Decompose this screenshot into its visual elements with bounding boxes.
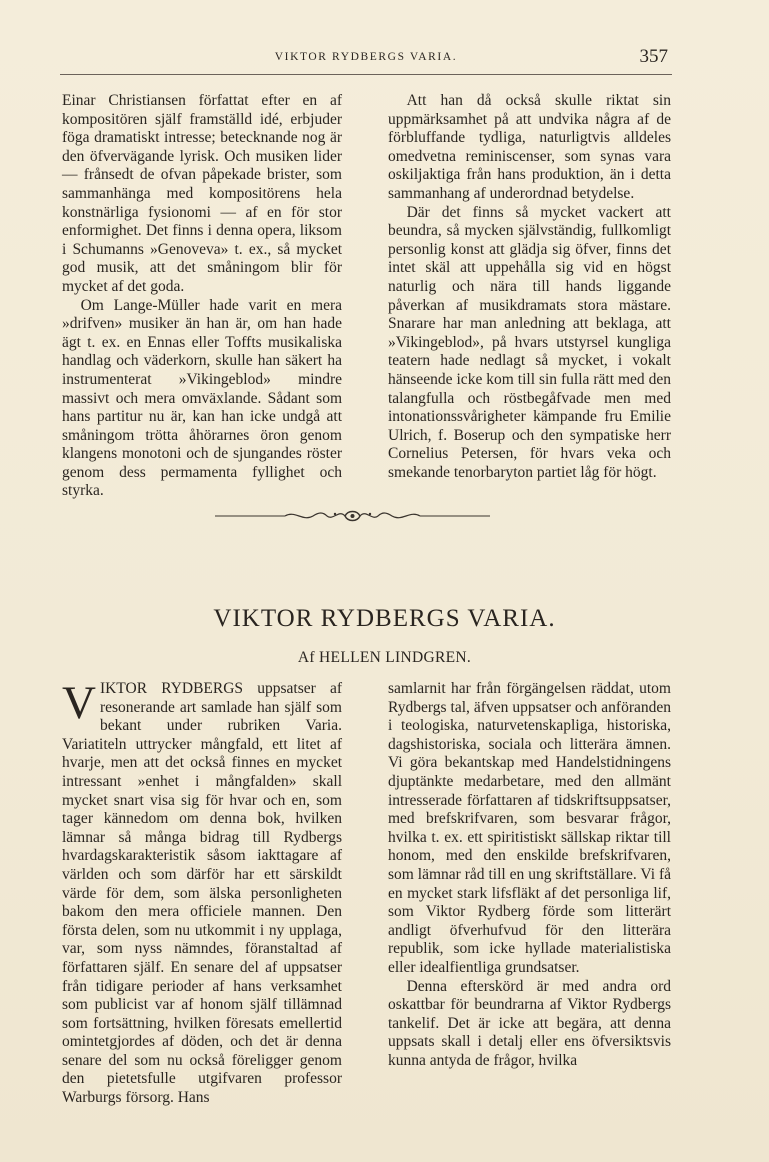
article-title: VIKTOR RYDBERGS VARIA. bbox=[213, 605, 556, 632]
paragraph bbox=[62, 677, 342, 1108]
column-bottom-right bbox=[388, 680, 671, 1070]
drop-cap: V bbox=[62, 677, 96, 729]
paragraph: Einar Christiansen författat efter en af kompositören själf framställd idé, erbjuder föga dramatiskt intresse; betecknande nog är den öfvervägande lyrisk. Och musiken lider — frånsedt de ofvan påpekade brister, som sammanhänga med kompositörens hela konstnärliga fysionomi — af en för stor enformighet. Det finns i denna opera, liksom i Schumanns »Genoveva» t. ex., så mycket god musik, att det småningom blir för mycket af det goda. bbox=[62, 92, 342, 295]
column-bottom-left bbox=[62, 677, 342, 1108]
running-title: VIKTOR RYDBERGS VARIA. bbox=[274, 51, 458, 63]
paragraph: Denna efterskörd är med andra ord oskattbar för beundrarna af Viktor Rydbergs tankelif. Det är icke att begära, att denna uppsats skall i detalj eller ens öfversiktsvis kunna antyda de frågor, hvilka bbox=[388, 977, 671, 1069]
column-top-right bbox=[388, 92, 671, 482]
running-header bbox=[60, 42, 672, 75]
paragraph: Där det finns så mycket vackert att beundra, så mycken självständig, fullkomligt personlig konst att glädja sig öfver, finns det intet skäl att uppehålla sig vid en högst naturlig och nära till hands liggande påverkan af musikdramats stora mästare. Snarare har man anledning att beklaga, att »Vikingeblod», på hvars utstyrsel kungliga teatern hade nedlagt så mycket, i vokalt hänseende icke kom till sin fulla rätt med den talangfulla och röstbegåfvade men med intonationssvårigheter kämpande fru Emilie Ulrich, f. Boserup och den sympatiske herr Cornelius Petersen, för hvars veka och smekande tenorbaryton partiet låg för högt. bbox=[388, 203, 671, 481]
printer-flourish-ornament-icon bbox=[215, 505, 490, 527]
page-number: 357 bbox=[639, 46, 668, 67]
paragraph-text: IKTOR RYDBERGS uppsatser af resonerande art samlade han själf som bekant under rubriken Varia. Variatiteln uttrycker mångfald, ett litet af hvarje, men att det också finnes en mycket intressant »enhet i mångfalden» skall mycket snart visa sig för hvar och en, som tager kännedom om denna bok, hvilken lämnar så många bidrag till Rydbergs hvardagskarakteristik såsom iakttagare af världen och som därför har ett särskildt värde för dem, som älska personligheten bakom den mera officiele mannen. Den första delen, som nu utkommit i ny upplaga, var, som nyss nämndes, föranstaltad af författaren själf. En senare del af uppsatser från tidigare perioder af hans verksamhet som publicist var af honom själf tillämnad som fortsättning, hvilken föresats emellertid omintetgjordes af döden, och det är denna senare del som nu också föreligger genom den pietetsfulle utgifvaren professor Warburgs försorg. Hans bbox=[62, 680, 342, 1107]
article-byline: Af HELLEN LINDGREN. bbox=[297, 649, 472, 666]
column-top-left bbox=[62, 92, 342, 501]
paragraph: Om Lange-Müller hade varit en mera »drifven» musiker än han är, om han hade ägt t. ex. en Ennas eller Toffts musikaliska handlag och väderkorn, skulle han säkert ha instrumenterat »Vikingeblod» mindre massivt och mera omväxlande. Sådant som hans partitur nu är, kan han icke undgå att småningom trötta åhörarnes öron genom klangens monotoni och de sjungandes röster genom dess permamenta fyllighet och styrka. bbox=[62, 296, 342, 500]
paragraph: samlarnit har från förgängelsen räddat, utom Rydbergs tal, äfven uppsatser och anföranden i teologiska, naturvetenskapliga, historiska, dagshistoriska, sociala och litterära ämnen. Vi göra bekantskap med Handelstidningens djuptänkte medarbetare, med den allmänt intresserade författaren af tidskriftsuppsatser, med brefskrifvaren, som besvarar frågor, hvilka t. ex. ett spiritistiskt sällskap riktar till honom, med den enskilde brefskrifvaren, som lämnar råd till en ung skriftställare. Vi få en mycket stark lifsfläkt af det personliga lif, som Viktor Rydberg förde som litterärt andligt öfverhufvud för den litterära republik, som icke hyllade materialistiska eller idealfientliga grundsatser. bbox=[388, 680, 671, 976]
paragraph: Att han då också skulle riktat sin uppmärksamhet på att undvika några af de förbluffande tydliga, naturligtvis alldeles omedvetna reminiscenser, som synas vara oskiljaktiga från hans produktion, än i detta sammanhang af underordnad betydelse. bbox=[388, 92, 671, 202]
